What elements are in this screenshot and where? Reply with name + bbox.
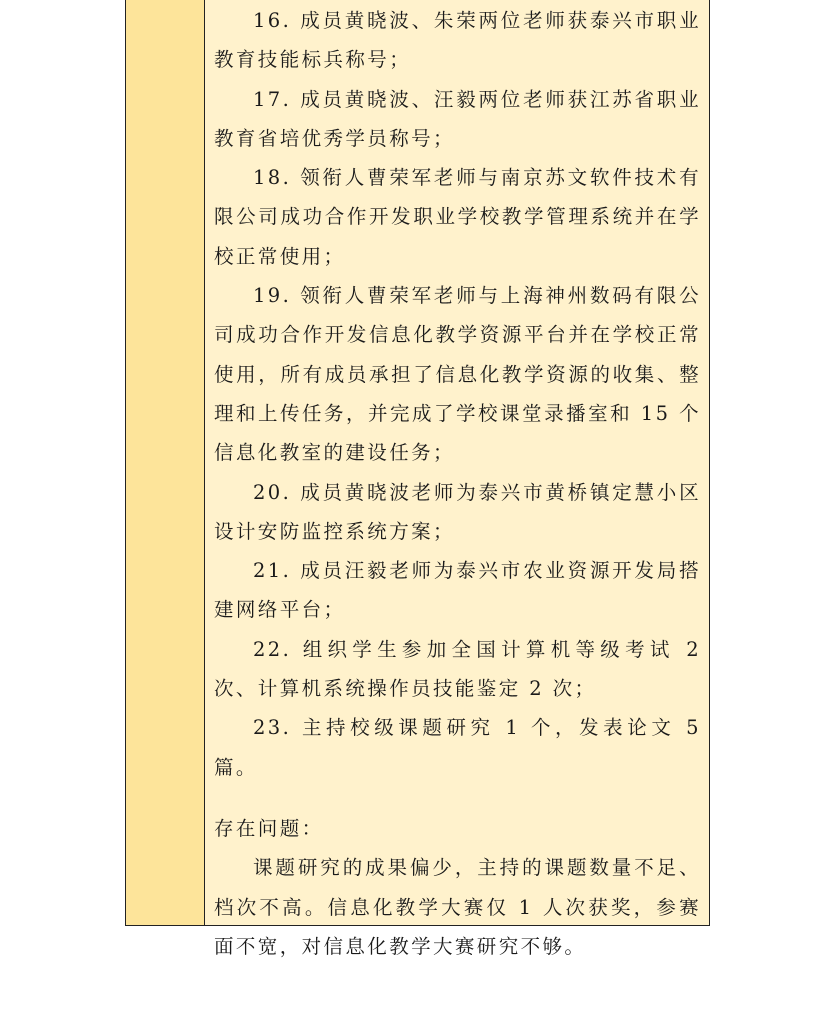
achievement-item-19: 19. 领衔人曹荣军老师与上海神州数码有限公司成功合作开发信息化教学资源平台并在学校正常使用，所有成员承担了信息化教学资源的收集、整理和上传任务，并完成了学校课堂录播室和 15 个信息化教室的建设任务； bbox=[214, 284, 701, 465]
achievement-item-21: 21. 成员汪毅老师为泰兴市农业资源开发局搭建网络平台； bbox=[214, 559, 701, 622]
problems-heading: 存在问题： bbox=[214, 816, 324, 840]
achievement-item-22: 22. 组织学生参加全国计算机等级考试 2 次、计算机系统操作员技能鉴定 2 次； bbox=[214, 637, 701, 701]
table-content-cell bbox=[205, 0, 709, 958]
achievement-item-16: 16. 成员黄晓波、朱荣两位老师获泰兴市职业教育技能标兵称号； bbox=[214, 9, 701, 72]
table-label-column bbox=[126, 0, 205, 925]
report-table bbox=[125, 0, 710, 958]
achievement-item-20: 20. 成员黄晓波老师为泰兴市黄桥镇定慧小区设计安防监控系统方案； bbox=[214, 480, 701, 543]
achievement-item-18: 18. 领衔人曹荣军老师与南京苏文软件技术有限公司成功合作开发职业学校教学管理系统并在学校正常使用； bbox=[214, 166, 701, 268]
problems-text: 课题研究的成果偏少，主持的课题数量不足、档次不高。信息化教学大赛仅 1 人次获奖，参赛面不宽，对信息化教学大赛研究不够。 bbox=[214, 856, 701, 958]
achievement-item-17: 17. 成员黄晓波、汪毅两位老师获江苏省职业教育省培优秀学员称号； bbox=[214, 87, 701, 150]
achievement-item-23: 23. 主持校级课题研究 1 个，发表论文 5 篇。 bbox=[214, 716, 701, 779]
